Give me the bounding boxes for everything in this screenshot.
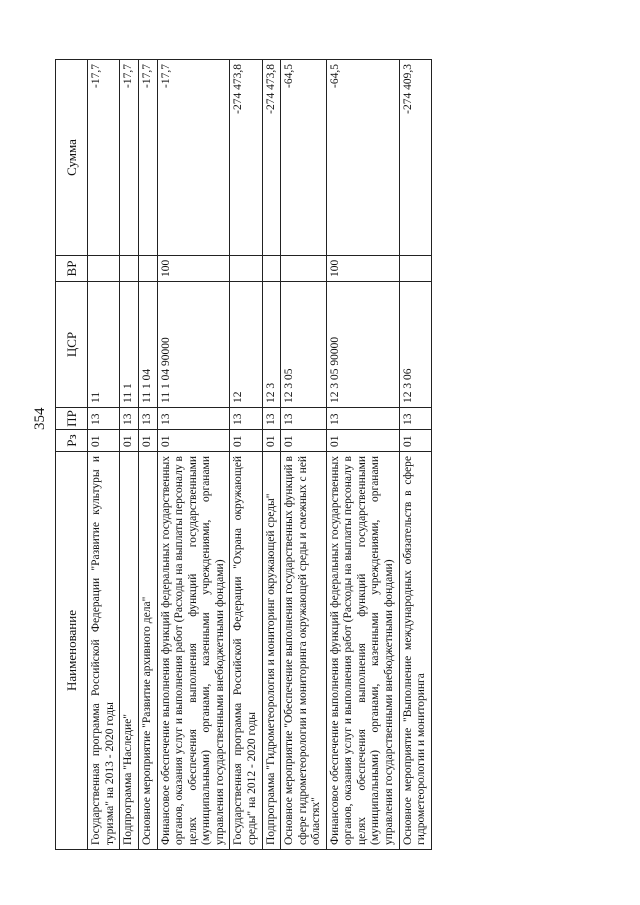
row-rz: 01 (120, 430, 139, 452)
row-rz: 01 (326, 430, 399, 452)
row-csr: 12 (230, 282, 262, 408)
table-row (281, 60, 327, 850)
row-pr: 13 (88, 408, 120, 430)
row-pr: 13 (399, 408, 431, 430)
column-header-name: Наименование (56, 452, 88, 850)
table-row (120, 60, 139, 850)
column-header-vr: ВР (56, 256, 88, 282)
row-rz: 01 (281, 430, 327, 452)
table-row (157, 60, 230, 850)
row-vr (230, 256, 262, 282)
column-header-rz: Рз (56, 430, 88, 452)
row-sum: -17,7 (88, 60, 120, 256)
row-vr (88, 256, 120, 282)
row-sum: -17,7 (120, 60, 139, 256)
row-sum: -274 473,8 (230, 60, 262, 256)
table-row (262, 60, 281, 850)
row-sum: -17,7 (139, 60, 158, 256)
table-row (326, 60, 399, 850)
row-name: Основное мероприятие "Обеспечение выполнения государственных функций в сфере гидрометеорологии и мониторинга окружающей среды и смежных с ней областях" (281, 452, 327, 850)
row-name: Финансовое обеспечение выполнения функций федеральных государственных органов, оказания услуг и выполнения работ (Расходы на выплаты персоналу в целях обеспечения выполнения функций государственными (муниципальными) органами, казенными учреждениями, органами управления государственными внебюджетными фондами) (326, 452, 399, 850)
row-csr: 12 3 (262, 282, 281, 408)
table-row (399, 60, 431, 850)
row-csr: 12 3 05 (281, 282, 327, 408)
row-name: Основное мероприятие "Развитие архивного дела" (139, 452, 158, 850)
row-pr: 13 (262, 408, 281, 430)
table-row (88, 60, 120, 850)
row-rz: 01 (157, 430, 230, 452)
row-pr: 13 (120, 408, 139, 430)
row-sum: -17,7 (157, 60, 230, 256)
row-vr (262, 256, 281, 282)
row-name: Подпрограмма "Наследие" (120, 452, 139, 850)
row-pr: 13 (139, 408, 158, 430)
row-rz: 01 (230, 430, 262, 452)
row-vr (120, 256, 139, 282)
column-header-sum: Сумма (56, 60, 88, 256)
budget-table-container (55, 60, 595, 850)
table-row (230, 60, 262, 850)
row-vr (399, 256, 431, 282)
row-vr: 100 (157, 256, 230, 282)
column-header-csr: ЦСР (56, 282, 88, 408)
row-name: Финансовое обеспечение выполнения функций федеральных государственных органов, оказания услуг и выполнения работ (Расходы на выплаты персоналу в целях обеспечения выполнения функций государственными (муниципальными) органами, казенными учреждениями, органами управления государственными внебюджетными фондами) (157, 452, 230, 850)
row-rz: 01 (399, 430, 431, 452)
row-name: Государственная программа Российской Федерации "Развитие культуры и туризма" на 2013 - 2020 годы (88, 452, 120, 850)
row-csr: 12 3 05 90000 (326, 282, 399, 408)
row-sum: -64,5 (281, 60, 327, 256)
row-csr: 11 (88, 282, 120, 408)
row-csr: 11 1 (120, 282, 139, 408)
budget-table (55, 59, 432, 850)
row-sum: -274 473,8 (262, 60, 281, 256)
row-csr: 11 1 04 (139, 282, 158, 408)
row-name: Основное мероприятие "Выполнение международных обязательств в сфере гидрометеорологии и мониторинга (399, 452, 431, 850)
row-name: Государственная программа Российской Федерации "Охрана окружающей среды" на 2012 - 2020 годы (230, 452, 262, 850)
row-pr: 13 (326, 408, 399, 430)
row-vr (281, 256, 327, 282)
row-rz: 01 (262, 430, 281, 452)
row-vr (139, 256, 158, 282)
row-rz: 01 (88, 430, 120, 452)
table-header-row (56, 60, 88, 850)
row-pr: 13 (230, 408, 262, 430)
row-rz: 01 (139, 430, 158, 452)
column-header-pr: ПР (56, 408, 88, 430)
row-csr: 11 1 04 90000 (157, 282, 230, 408)
row-vr: 100 (326, 256, 399, 282)
row-name: Подпрограмма "Гидрометеорология и мониторинг окружающей среды" (262, 452, 281, 850)
row-csr: 12 3 06 (399, 282, 431, 408)
row-pr: 13 (281, 408, 327, 430)
row-sum: -274 409,3 (399, 60, 431, 256)
page-number: 354 (32, 407, 48, 430)
row-pr: 13 (157, 408, 230, 430)
row-sum: -64,5 (326, 60, 399, 256)
table-row (139, 60, 158, 850)
